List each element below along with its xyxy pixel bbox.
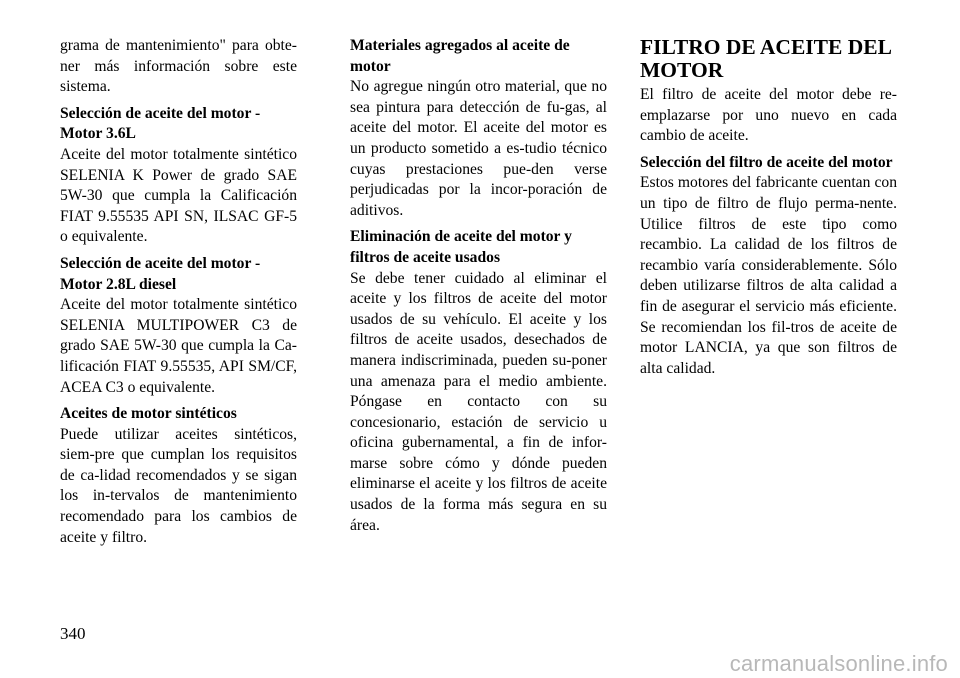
section-text: No agregue ningún otro material, que no sea pintura para detección de fu-gas, al aceite del motor. El aceite del motor es un producto sometido a es-tudio técnico cuyas prestaciones pue-den verse perjudicadas por la incor-poración de aditivos.: [350, 78, 607, 219]
section-oil-additives: [350, 36, 607, 221]
watermark: carmanualsonline.info: [729, 651, 948, 676]
section-heading: Aceites de motor sintéticos: [60, 405, 237, 423]
section-text: Estos motores del fabricante cuentan con un tipo de filtro de flujo perma-nente. Utilice filtros de este tipo como recambio. La calidad de los filtros de recambio varía considerablemente. Sólo deben utilizarse filtros de alta calidad a fin de asegurar el servicio más eficiente. Se recomiendan los fil-tros de aceite de motor LANCIA, ya que son filtros de alta calidad.: [640, 174, 897, 377]
section-heading: Selección del filtro de aceite del motor: [640, 153, 893, 171]
section-heading: Eliminación de aceite del motor y filtros de aceite usados: [350, 228, 572, 266]
section-heading: Materiales agregados al aceite de motor: [350, 37, 570, 75]
section-text: Se debe tener cuidado al eliminar el aceite y los filtros de aceite del motor usados de su vehículo. El aceite y los filtros de aceite usados, desechados de manera indiscriminada, pueden su-poner una amenaza para el medio ambiente. Póngase en contacto con su concesionario, estación de servicio u oficina gubernamental, a fin de infor-marse sobre cómo y dónde pueden eliminarse el aceite y los filtros de aceite usados de la forma más segura en su área.: [350, 269, 607, 534]
column-right: [640, 36, 897, 385]
section-used-oil-disposal: [350, 227, 607, 536]
section-engine-oil-3-6l: [60, 104, 297, 248]
section-oil-filter-selection: [640, 153, 897, 380]
section-heading: Selección de aceite del motor - Motor 2.8L diesel: [60, 254, 261, 293]
section-text: Puede utilizar aceites sintéticos, siem-pre que cumplan los requisitos de ca-lidad recomendados y se sigan los in-tervalos de mantenimiento recomendado para los cambios de aceite y filtro.: [60, 425, 297, 546]
section-synthetic-oils: [60, 404, 297, 548]
column-middle: [350, 36, 607, 542]
column-left: [60, 36, 297, 554]
section-text: Aceite del motor totalmente sintético SELENIA MULTIPOWER C3 de grado SAE 5W-30 que cumpla la Ca-lificación FIAT 9.55535, API SM/CF, ACEA C3 o equivalente.: [60, 296, 297, 396]
section-text: Aceite del motor totalmente sintético SELENIA K Power de grado SAE 5W-30 que cumpla la Calificación FIAT 9.55535 API SN, ILSAC GF-5 o equivalente.: [60, 145, 297, 246]
section-heading: Selección de aceite del motor - Motor 3.6L: [60, 104, 261, 143]
section-title: FILTRO DE ACEITE DEL MOTOR: [640, 35, 891, 82]
page-number: 340: [60, 624, 86, 643]
intro-paragraph: El filtro de aceite del motor debe re-emplazarse por uno nuevo en cada cambio de aceite.: [640, 86, 897, 145]
continuation-paragraph: grama de mantenimiento" para obte-ner más información sobre este sistema.: [60, 37, 297, 96]
section-engine-oil-2-8l-diesel: [60, 254, 297, 398]
